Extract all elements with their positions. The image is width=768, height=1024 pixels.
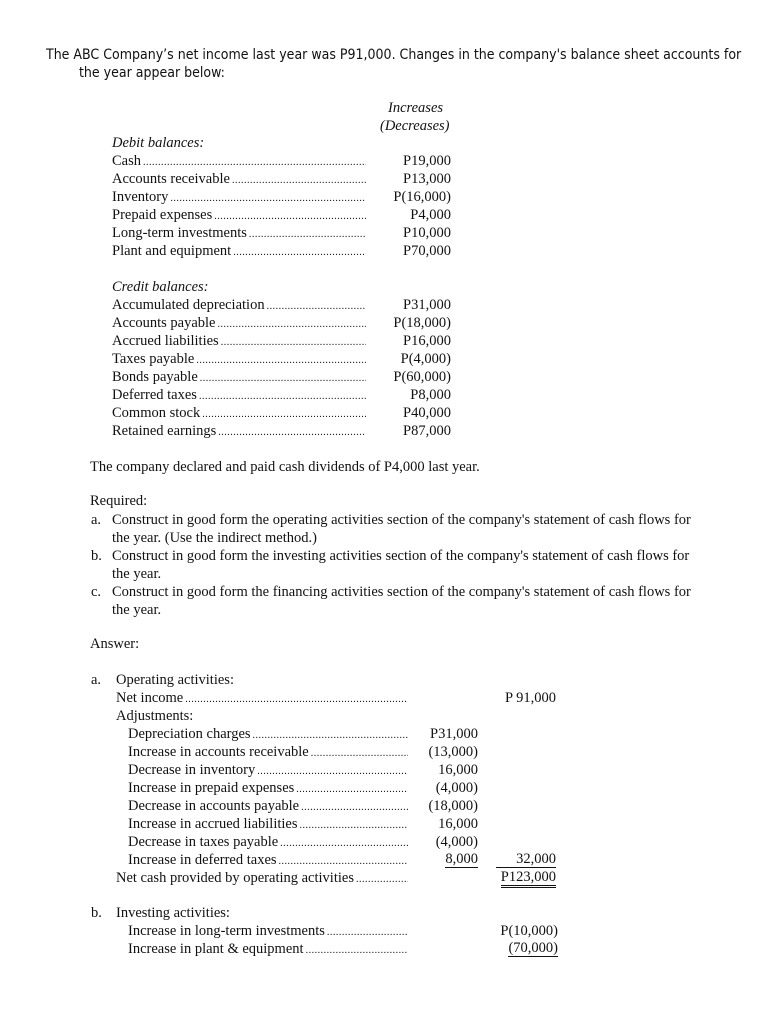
line-item-label: Increase in plant & equipment (128, 941, 304, 957)
required-text-line-1: Construct in good form the investing activities section of the company's statement of cash flows for (112, 548, 690, 564)
line-item-label: Retained earnings (112, 423, 217, 439)
line-item-value: (18,000) (428, 798, 478, 814)
line-item (128, 797, 408, 815)
dot-leader (247, 224, 366, 242)
dot-leader (255, 761, 408, 779)
line-item-label: Deferred taxes (112, 387, 197, 403)
dot-leader (197, 386, 366, 404)
dot-leader (168, 188, 366, 206)
dot-leader (265, 296, 366, 314)
dot-leader (294, 779, 408, 797)
line-item-value: P10,000 (403, 225, 451, 241)
debit-balances-heading: Debit balances: (112, 135, 205, 151)
line-item (112, 332, 366, 350)
line-item (112, 170, 366, 188)
line-item-value: (4,000) (435, 780, 478, 796)
line-item-value: P40,000 (403, 405, 451, 421)
dot-leader (299, 797, 408, 815)
dot-leader (309, 743, 408, 761)
dot-leader (304, 940, 408, 958)
line-item (112, 296, 366, 314)
line-item (112, 404, 366, 422)
net-income-label: Net income (116, 690, 184, 706)
line-item-value: 16,000 (438, 762, 478, 778)
net-cash-value: P123,000 (501, 869, 556, 888)
dot-leader (183, 689, 408, 707)
line-item (112, 350, 366, 368)
line-item-value: P8,000 (410, 387, 451, 403)
line-item (112, 206, 366, 224)
line-item-label: Increase in prepaid expenses (128, 780, 295, 796)
line-item-value: P4,000 (410, 207, 451, 223)
line-item (112, 224, 366, 242)
operating-heading: Operating activities: (116, 672, 234, 688)
net-income-value: P 91,000 (504, 690, 556, 706)
line-item (112, 314, 366, 332)
line-item-label: Increase in long-term investments (128, 923, 325, 939)
line-item-label: Decrease in accounts payable (128, 798, 300, 814)
net-income-row (116, 689, 408, 707)
credit-balances-heading: Credit balances: (112, 279, 209, 295)
line-item-value: P(18,000) (393, 315, 451, 331)
line-item-label: Plant and equipment (112, 243, 232, 259)
adjustments-heading: Adjustments: (116, 708, 194, 724)
line-item-value: (70,000) (508, 940, 558, 956)
dot-leader (325, 922, 408, 940)
required-text-line-1: Construct in good form the operating activities section of the company's statement of cash flows for (112, 512, 691, 528)
required-marker: a. (91, 512, 102, 528)
dot-leader (277, 851, 408, 869)
operating-marker: a. (91, 672, 102, 688)
line-item-label: Increase in accrued liabilities (128, 816, 298, 832)
required-text-line-2: the year. (112, 602, 162, 618)
dividends-note: The company declared and paid cash dividends of P4,000 last year. (90, 459, 480, 475)
line-item-label: Depreciation charges (128, 726, 251, 742)
dot-leader (215, 314, 366, 332)
line-item-label: Long-term investments (112, 225, 247, 241)
line-item-label: Cash (112, 153, 141, 169)
line-item-label: Prepaid expenses (112, 207, 213, 223)
dot-leader (141, 152, 366, 170)
line-item (128, 922, 408, 940)
line-item-label: Increase in accounts receivable (128, 744, 309, 760)
line-item (128, 815, 408, 833)
required-heading: Required: (90, 493, 148, 509)
line-item-value: 16,000 (438, 816, 478, 832)
line-item-value: P(10,000) (500, 923, 558, 939)
answer-heading: Answer: (90, 636, 140, 652)
line-item (128, 725, 408, 743)
line-item-label: Accrued liabilities (112, 333, 219, 349)
intro-line-1: The ABC Company’s net income last year was P91,000. Changes in the company's balance sheet accounts for (46, 47, 742, 63)
line-item-value: P(60,000) (393, 369, 451, 385)
line-item (128, 851, 408, 869)
line-item (128, 779, 408, 797)
dot-leader (212, 206, 366, 224)
intro-line-2: the year appear below: (79, 65, 225, 81)
line-item-value: P16,000 (403, 333, 451, 349)
line-item-value: P13,000 (403, 171, 451, 187)
net-cash-row (116, 869, 408, 887)
line-item-label: Decrease in taxes payable (128, 834, 279, 850)
dot-leader (200, 404, 366, 422)
dot-leader (198, 368, 366, 386)
dot-leader (216, 422, 366, 440)
line-item-value: P(16,000) (393, 189, 451, 205)
required-text-line-2: the year. (Use the indirect method.) (112, 530, 317, 546)
line-item-label: Decrease in inventory (128, 762, 256, 778)
line-item-value: P87,000 (403, 423, 451, 439)
dot-leader (251, 725, 408, 743)
line-item-value: P70,000 (403, 243, 451, 259)
line-item (112, 242, 366, 260)
required-marker: b. (91, 548, 102, 564)
dot-leader (231, 242, 366, 260)
line-item-label: Common stock (112, 405, 201, 421)
dot-leader (354, 869, 408, 887)
line-item-label: Inventory (112, 189, 169, 205)
line-item-value: P19,000 (403, 153, 451, 169)
line-item-label: Accumulated depreciation (112, 297, 265, 313)
line-item-label: Taxes payable (112, 351, 195, 367)
line-item-value: (13,000) (428, 744, 478, 760)
dot-leader (230, 170, 366, 188)
adjustments-total: 32,000 (496, 851, 556, 868)
net-cash-label: Net cash provided by operating activities (116, 870, 354, 886)
line-item (128, 940, 408, 958)
line-item-value: 8,000 (445, 851, 478, 867)
required-marker: c. (91, 584, 102, 600)
line-item (112, 422, 366, 440)
line-item-label: Increase in deferred taxes (128, 852, 277, 868)
line-item (112, 152, 366, 170)
line-item-label: Bonds payable (112, 369, 198, 385)
dot-leader (194, 350, 366, 368)
line-item-value: P31,000 (403, 297, 451, 313)
dot-leader (278, 833, 408, 851)
investing-heading: Investing activities: (116, 905, 230, 921)
dot-leader (297, 815, 408, 833)
line-item (112, 386, 366, 404)
dot-leader (219, 332, 366, 350)
line-item (128, 743, 408, 761)
line-item-label: Accounts payable (112, 315, 216, 331)
line-item-value: P(4,000) (400, 351, 451, 367)
required-text-line-2: the year. (112, 566, 162, 582)
column-header-increases: Increases (388, 100, 444, 116)
line-item (128, 761, 408, 779)
line-item (112, 368, 366, 386)
line-item-value: (4,000) (435, 834, 478, 850)
line-item (112, 188, 366, 206)
line-item-value: P31,000 (430, 726, 478, 742)
line-item (128, 833, 408, 851)
line-item-label: Accounts receivable (112, 171, 230, 187)
required-text-line-1: Construct in good form the financing activities section of the company's statement of cash flows for (112, 584, 691, 600)
column-header-decreases: (Decreases) (380, 118, 450, 134)
investing-marker: b. (91, 905, 102, 921)
